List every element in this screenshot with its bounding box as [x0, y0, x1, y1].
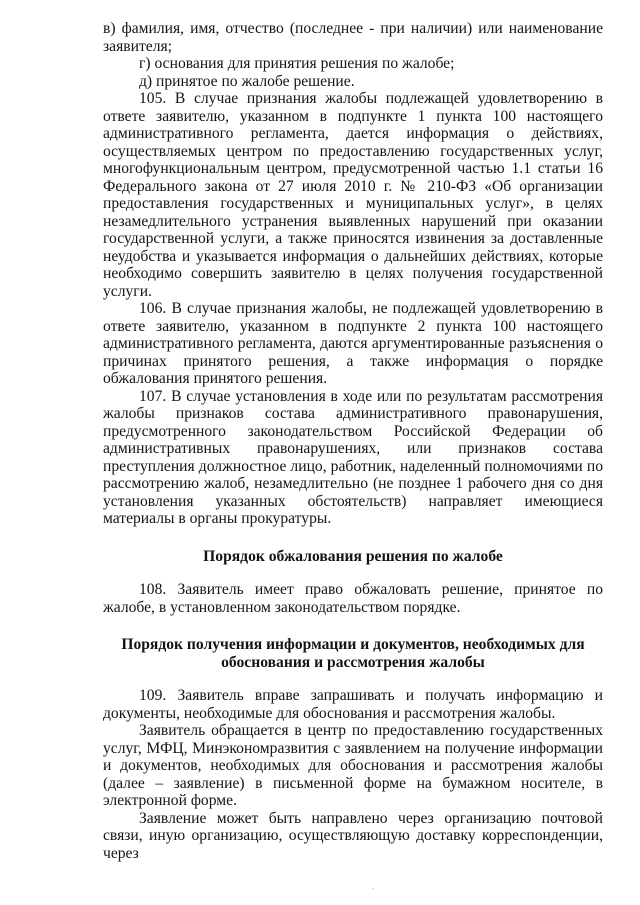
section-heading-info: Порядок получения информации и документов, необходимых для обоснования и рассмотрения жалобы [121, 636, 585, 671]
section-gap [103, 528, 603, 548]
paragraph-105: 105. В случае признания жалобы подлежащей удовлетворению в ответе заявителю, указанном в подпункте 1 пункта 100 настоящего административного регламента, дается информация о действиях, осуществляемых центром по предоставлению государственных услуг, многофункциональным центром, предусмотренной частью 1.1 статьи 16 Федерального закона от 27 июля 2010 г. № 210-ФЗ «Об организации предоставления государственных и муниципальных услуг», в целях незамедлительного устранения выявленных нарушений при оказании государственной услуги, а также приносятся извинения за доставленные неудобства и указывается информация о дальнейших действиях, которые необходимо совершить заявителю в целях получения государственной услуги. [103, 90, 603, 300]
section-gap [103, 616, 603, 636]
paragraph-item-d: д) принятое по жалобе решение. [139, 72, 355, 90]
section-gap [103, 565, 603, 581]
paragraph-108: 108. Заявитель имеет право обжаловать решение, принятое по жалобе, в установленном законодательством порядке. [103, 581, 603, 616]
section-gap [103, 671, 603, 687]
paragraph-109: 109. Заявитель вправе запрашивать и получать информацию и документы, необходимые для обоснования и рассмотрения жалобы. [103, 687, 603, 722]
paragraph-106: 106. В случае признания жалобы, не подлежащей удовлетворению в ответе заявителю, указанном в подпункте 2 пункта 100 настоящего административного регламента, даются аргументированные разъяснения о причинах принятого решения, а также информация о порядке обжалования принятого решения. [103, 300, 603, 387]
paragraph-submission-channel: Заявление может быть направлено через организацию почтовой связи, иную организацию, осуществляющую доставку корреспонденции, через [103, 809, 603, 862]
paragraph-item-v: в) фамилия, имя, отчество (последнее - при наличии) или наименование заявителя; [103, 20, 603, 55]
paragraph-applicant-request: Заявитель обращается в центр по предоставлению государственных услуг, МФЦ, Минэкономразвития с заявлением на получение информации и документов, необходимых для обоснования и рассмотрения жалобы (далее – заявление) в письменной форме на бумажном носителе, в электронной форме. [103, 722, 603, 809]
document-content [103, 20, 603, 862]
paragraph-item-g: г) основания для принятия решения по жалобе; [139, 55, 455, 72]
section-heading-appeal: Порядок обжалования решения по жалобе [203, 547, 503, 565]
footer-mark: . [372, 882, 374, 891]
paragraph-107: 107. В случае установления в ходе или по результатам рассмотрения жалобы признаков состава административного правонарушения, предусмотренного законодательством Российской Федерации об административных правонарушениях, или признаков состава преступления должностное лицо, работник, наделенный полномочиями по рассмотрению жалоб, незамедлительно (не позднее 1 рабочего дня со дня установления указанных обстоятельств) направляет имеющиеся материалы в органы прокуратуры. [103, 387, 603, 527]
